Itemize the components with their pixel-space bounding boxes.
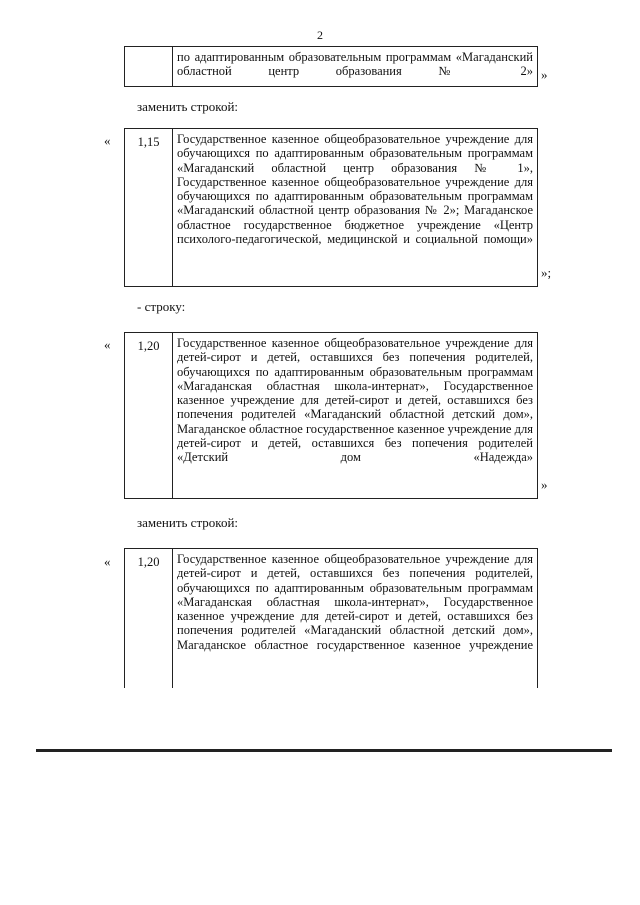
instruction-row: - строку: <box>137 299 186 314</box>
row-number: 1,15 <box>125 129 173 286</box>
table-row-1-20-new <box>124 548 538 688</box>
row-number: 1,20 <box>125 333 173 498</box>
row-number: 1,20 <box>125 549 173 688</box>
opening-quote: « <box>104 337 111 352</box>
page-bottom-rule <box>36 749 612 752</box>
instruction-replace-2: заменить строкой: <box>137 515 239 530</box>
closing-quote: » <box>541 67 548 82</box>
table-row-continuation <box>124 46 538 87</box>
opening-quote: « <box>104 133 111 148</box>
row-text: Государственное казенное общеобразовательное учреждение для детей-сирот и детей, оставшихся без попечения родителей, обучающихся по адаптированным образовательным программам «Магаданская областная школа-интернат», Государственное казенное учреждение для детей-сирот и детей, оставшихся без попечения родителей «Магаданский областной детский дом», Магаданское областное государственное казенное учреждение <box>177 552 533 652</box>
page-number: 2 <box>317 28 323 42</box>
closing-quote: »; <box>541 265 552 280</box>
opening-quote: « <box>104 554 111 569</box>
row-text: Государственное казенное общеобразовательное учреждение для обучающихся по адаптированным образовательным программам «Магаданский областной центр образования № 1», Государственное казенное общеобразовательное учреждение для обучающихся по адаптированным образовательным программам «Магаданский областной центр образования № 2»; Магаданское областное государственное бюджетное учреждение «Центр психолого-педагогической, медицинской и социальной помощи» <box>177 132 533 247</box>
instruction-replace-1: заменить строкой: <box>137 99 239 114</box>
row-text: Государственное казенное общеобразовательное учреждение для детей-сирот и детей, оставшихся без попечения родителей, обучающихся по адаптированным образовательным программам «Магаданская областная школа-интернат», Государственное казенное учреждение для детей-сирот и детей, оставшихся без попечения родителей «Магаданский областной детский дом», Магаданское областное государственное казенное учреждение для детей-сирот и детей, оставшихся без попечения родителей «Детский дом «Надежда» <box>177 336 533 465</box>
row-number <box>125 47 173 86</box>
table-row-1-20-old <box>124 332 538 499</box>
closing-quote: » <box>541 477 548 492</box>
table-row-1-15 <box>124 128 538 287</box>
row-text: по адаптированным образовательным программам «Магаданский областной центр образования № 2» <box>177 50 533 79</box>
